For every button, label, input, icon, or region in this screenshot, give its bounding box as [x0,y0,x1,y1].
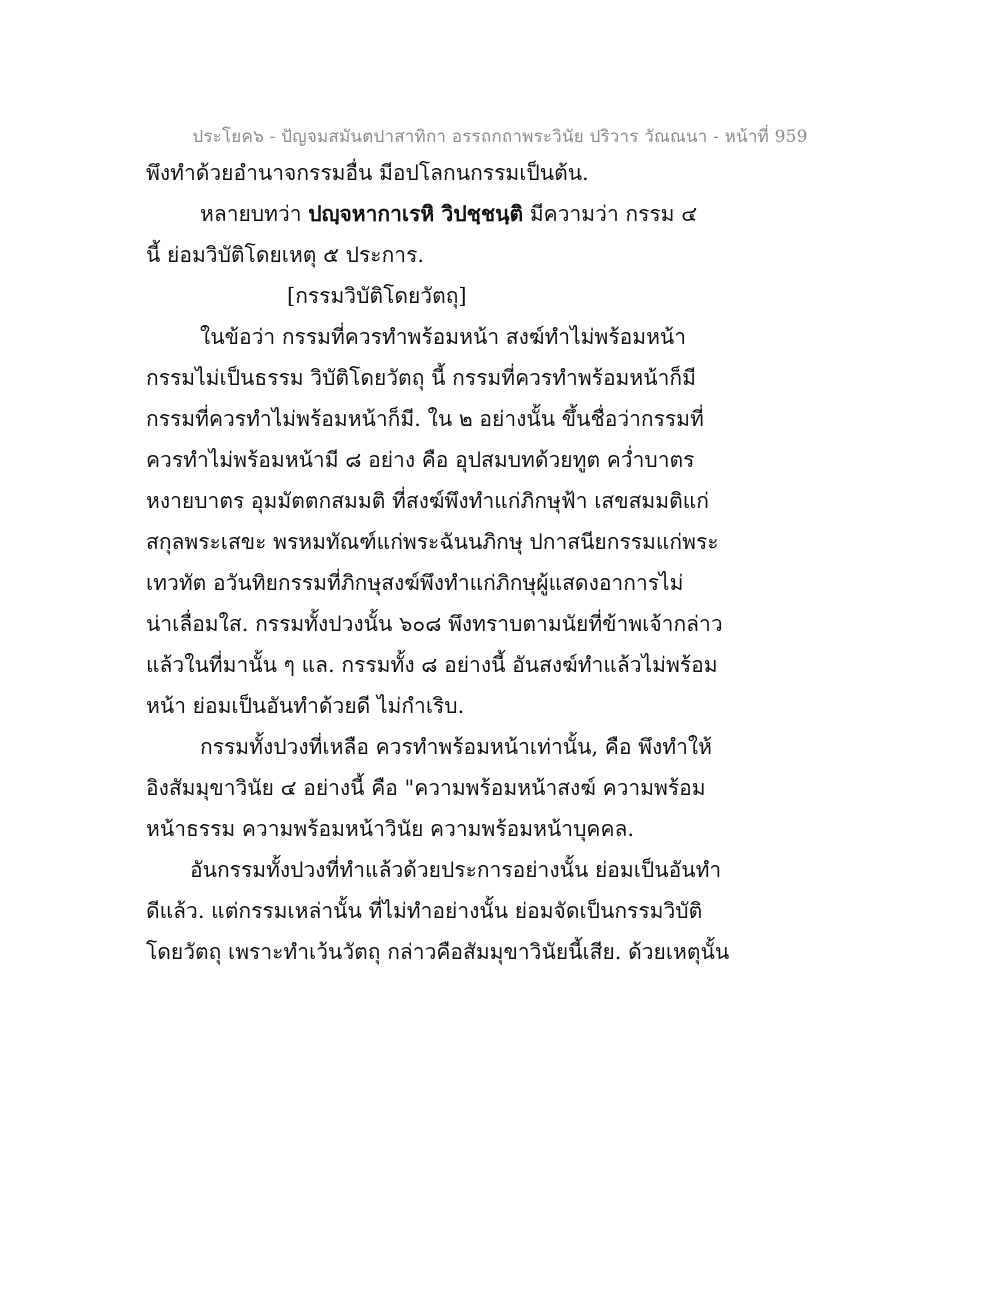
text-line-9: หงายบาตร อุมมัตตกสมมติ ที่สงฆ์พึงทำแก่ภิกษุฟ้า เสขสมมติแก่ [146,489,709,513]
text-line-11: เทวทัต อวันทิยกรรมที่ภิกษุสงฆ์พึงทำแก่ภิกษุผู้แสดงอาการไม่ [146,571,684,595]
text-line-2-pre: หลายบทว่า [200,202,309,226]
text-line-3: นี้ ย่อมวิบัติโดยเหตุ ๕ ประการ. [146,243,425,267]
text-line-20: โดยวัตถุ เพราะทำเว้นวัตถุ กล่าวคือสัมมุขาวินัยนี้เสีย. ด้วยเหตุนั้น [146,940,730,964]
text-line-18: อันกรรมทั้งปวงที่ทำแล้วด้วยประการอย่างนั้น ย่อมเป็นอันทำ [190,858,722,882]
text-line-17: หน้าธรรม ความพร้อมหน้าวินัย ความพร้อมหน้าบุคคล. [146,817,635,841]
text-line-2 [200,199,697,229]
text-line-5: ในข้อว่า กรรมที่ควรทำพร้อมหน้า สงฆ์ทำไม่พร้อมหน้า [200,325,687,349]
text-line-16: อิงสัมมุขาวินัย ๔ อย่างนี้ คือ "ความพร้อมหน้าสงฆ์ ความพร้อม [146,776,706,800]
text-line-10: สกุลพระเสขะ พรหมทัณฑ์แก่พระฉันนภิกษุ ปกาสนียกรรมแก่พระ [146,530,719,554]
pali-term-bold: ปญฺจหากาเรหิ วิปชฺชนฺติ [308,201,524,226]
text-line-2-post: มีความว่า กรรม ๔ [523,202,698,226]
text-line-19: ดีแล้ว. แต่กรรมเหล่านั้น ที่ไม่ทำอย่างนั้น ย่อมจัดเป็นกรรมวิบัติ [146,899,703,923]
running-header: ประโยค๖ - ปัญจมสมันตปาสาทิกา อรรถกถาพระวินัย ปริวาร วัณณนา - หน้าที่ 959 [192,127,808,147]
text-line-7: กรรมที่ควรทำไม่พร้อมหน้าก็มี. ใน ๒ อย่างนั้น ขึ้นชื่อว่ากรรมที่ [146,407,704,431]
text-line-8: ควรทำไม่พร้อมหน้ามี ๘ อย่าง คือ อุปสมบทด้วยทูต คว่ำบาตร [146,448,695,472]
text-line-14: หน้า ย่อมเป็นอันทำด้วยดี ไม่กำเริบ. [146,694,465,718]
text-line-6: กรรมไม่เป็นธรรม วิบัติโดยวัตถุ นี้ กรรมที่ควรทำพร้อมหน้าก็มี [146,366,696,390]
section-heading: [กรรมวิบัติโดยวัตถุ] [287,284,467,308]
text-line-13: แล้วในที่มานั้น ๆ แล. กรรมทั้ง ๘ อย่างนี้ อันสงฆ์ทำแล้วไม่พร้อม [146,653,718,677]
text-line-1: พึงทำด้วยอำนาจกรรมอื่น มีอปโลกนกรรมเป็นต้น. [146,161,589,185]
text-line-12: น่าเลื่อมใส. กรรมทั้งปวงนั้น ๖๐๘ พึงทราบตามนัยที่ข้าพเจ้ากล่าว [146,612,723,636]
text-line-15: กรรมทั้งปวงที่เหลือ ควรทำพร้อมหน้าเท่านั้น, คือ พึงทำให้ [200,735,712,759]
